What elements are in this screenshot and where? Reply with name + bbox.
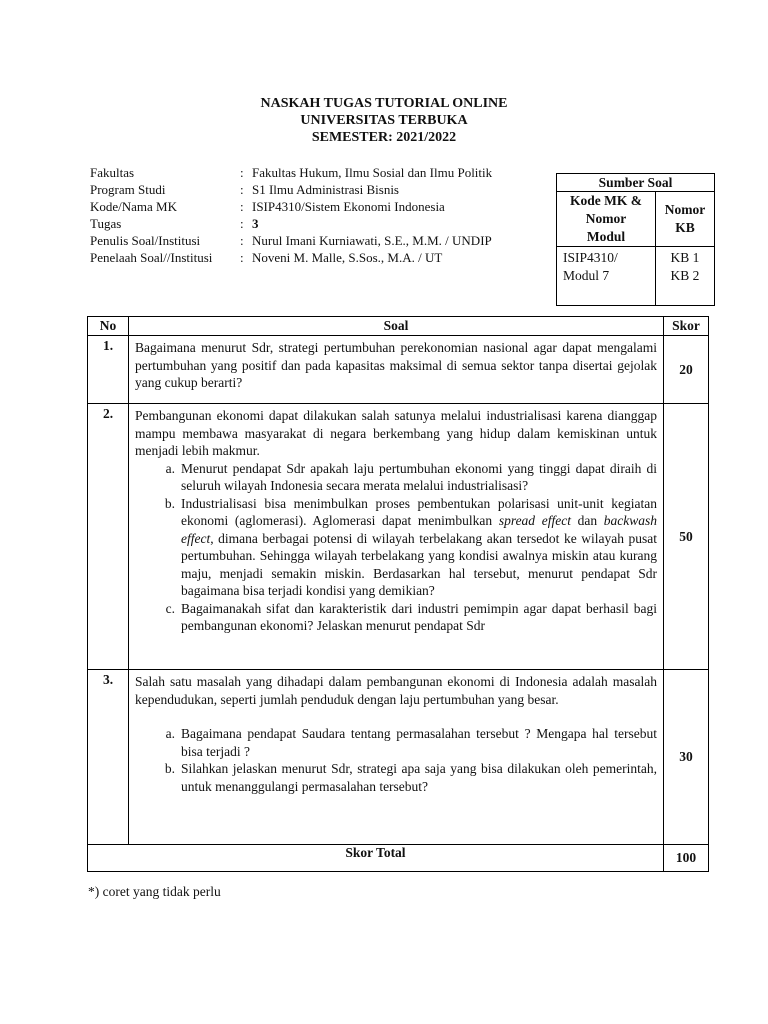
info-row-kode-mk [90, 198, 492, 215]
source-header-line: Modul [586, 229, 626, 244]
footnote: *) coret yang tidak perlu [88, 884, 221, 899]
source-cell-line: Modul 7 [563, 268, 610, 283]
semester-label: SEMESTER: 2021/2022 [311, 130, 457, 145]
sub-question-a [135, 725, 657, 760]
text-segment: Industrialisasi bisa menimbulkan proses pembentukan polarisasi unit-unit kegiatan ekonomi (aglomerasi). Aglomerasi dapat menimbulkan [181, 495, 657, 528]
question-row-2 [88, 404, 709, 670]
sub-question-c [135, 600, 657, 635]
info-row-penulis [90, 232, 492, 249]
source-cell-modul [557, 247, 656, 306]
info-label: Tugas [90, 216, 122, 231]
university-name: UNIVERSITAS TERBUKA [300, 113, 468, 128]
info-value: Nurul Imani Kurniawati, S.E., M.M. / UNDIP [252, 233, 492, 248]
header-no: No [88, 317, 129, 336]
question-score: 50 [664, 404, 709, 670]
question-intro: Pembangunan ekonomi dapat dilakukan salah satunya melalui industrialisasi karena dianggap mampu membawa masyarakat di negara berkembang yang hidup dalam kemiskinan untuk menjadi lebih makmur. [135, 408, 657, 458]
question-score: 30 [664, 670, 709, 845]
sub-question-text: Bagaimana pendapat Saudara tentang permasalahan tersebut ? Mengapa hal tersebut bisa terjadi ? [181, 726, 657, 759]
total-label: Skor Total [88, 845, 664, 872]
info-row-penelaah [90, 249, 492, 266]
info-value: Noveni M. Malle, S.Sos., M.A. / UT [252, 250, 443, 265]
info-value: Fakultas Hukum, Ilmu Sosial dan Ilmu Politik [252, 165, 493, 180]
table-header-row [88, 317, 709, 336]
header-soal: Soal [129, 317, 664, 336]
sub-question-letter: c. [165, 600, 175, 616]
info-row-tugas [90, 215, 492, 232]
info-value: 3 [252, 216, 259, 231]
source-cell-kb [656, 247, 715, 306]
sub-question-letter: a. [165, 726, 175, 741]
info-label: Penulis Soal/Institusi [90, 233, 201, 248]
text-segment: dan [570, 513, 604, 528]
document-header [0, 95, 768, 146]
source-cell-line: KB 1 [670, 250, 700, 265]
source-header-line: Kode MK & [570, 193, 642, 208]
sub-question-text: Menurut pendapat Sdr apakah laju pertumbuhan ekonomi yang tinggi dapat diraih di seluruh wilayah Indonesia secara merata melalui industrialisasi? [181, 460, 657, 493]
info-label: Program Studi [90, 182, 166, 197]
question-paragraph: Bagaimana menurut Sdr, strategi pertumbuhan perekonomian nasional agar dapat mengalami pertumbuhan yang positif dan pada kapasitas maksimal di semua sektor tanpa disertai gejolak yang cukup berarti? [135, 340, 657, 390]
source-table [556, 173, 715, 306]
total-row [88, 845, 709, 872]
info-colon: : [240, 250, 244, 265]
info-label: Penelaah Soal//Institusi [90, 250, 213, 265]
source-header-kb [656, 192, 715, 247]
term-spread-effect: spread effect [498, 513, 571, 528]
sub-question-text: Bagaimanakah sifat dan karakteristik dari industri pemimpin agar dapat berhasil bagi pembangunan ekonomi? Jelaskan menurut pendapat Sdr [181, 600, 657, 633]
info-value: ISIP4310/Sistem Ekonomi Indonesia [252, 199, 445, 214]
question-row-3 [88, 670, 709, 845]
question-number: 2. [88, 404, 129, 670]
question-number: 1. [88, 336, 129, 404]
source-header-line: Nomor [664, 202, 706, 217]
source-header-kode [557, 192, 656, 247]
sub-question-letter: b. [164, 495, 175, 511]
total-score: 100 [664, 845, 709, 872]
question-text [129, 670, 664, 845]
info-colon: : [240, 165, 244, 180]
info-row-program-studi [90, 181, 492, 198]
info-colon: : [240, 182, 244, 197]
spacer [135, 708, 657, 725]
question-row-1 [88, 336, 709, 404]
source-cell-line: KB 2 [670, 268, 700, 283]
text-segment: , dimana berbagai potensi di wilayah terbelakang akan tersedot ke wilayah pusat pertumbuhan. Sehingga wilayah terbelakang yang kondisi awalnya miskin atau kurang maju, menjadi semakin miskin. Berdasarkan hal tersebut, menurut pendapat Sdr bagaimana bisa terjadi kondisi yang demikian? [181, 530, 657, 598]
question-number: 3. [88, 670, 129, 845]
sub-question-letter: a. [165, 460, 175, 476]
info-colon: : [240, 199, 244, 214]
source-title: Sumber Soal [557, 174, 715, 192]
sub-question-b [135, 760, 657, 795]
question-text [129, 336, 664, 404]
course-info [90, 164, 492, 266]
source-header-line: KB [675, 220, 695, 235]
info-label: Kode/Nama MK [90, 199, 178, 214]
sub-question-text [181, 495, 657, 600]
info-colon: : [240, 233, 244, 248]
sub-question-a [135, 460, 657, 495]
sub-question-text: Silahkan jelaskan menurut Sdr, strategi apa saja yang bisa dilakukan oleh pemerintah, untuk menanggulangi permasalahan tersebut? [181, 761, 657, 794]
question-table [87, 316, 709, 872]
source-header-line: Nomor [585, 211, 627, 226]
info-colon: : [240, 216, 244, 231]
source-cell-line: ISIP4310/ [563, 250, 618, 265]
header-skor: Skor [664, 317, 709, 336]
sub-question-letter: b. [164, 761, 175, 776]
question-score: 20 [664, 336, 709, 404]
info-value: S1 Ilmu Administrasi Bisnis [252, 182, 399, 197]
question-text [129, 404, 664, 670]
info-row-fakultas [90, 164, 492, 181]
document-title: NASKAH TUGAS TUTORIAL ONLINE [260, 96, 508, 111]
sub-question-b [135, 495, 657, 600]
term-backwash-effect: backwash effect [181, 513, 657, 546]
info-label: Fakultas [90, 165, 135, 180]
question-intro: Salah satu masalah yang dihadapi dalam pembangunan ekonomi di Indonesia adalah masalah kependudukan, seperti jumlah penduduk dengan laju pertumbuhan yang besar. [135, 674, 657, 707]
